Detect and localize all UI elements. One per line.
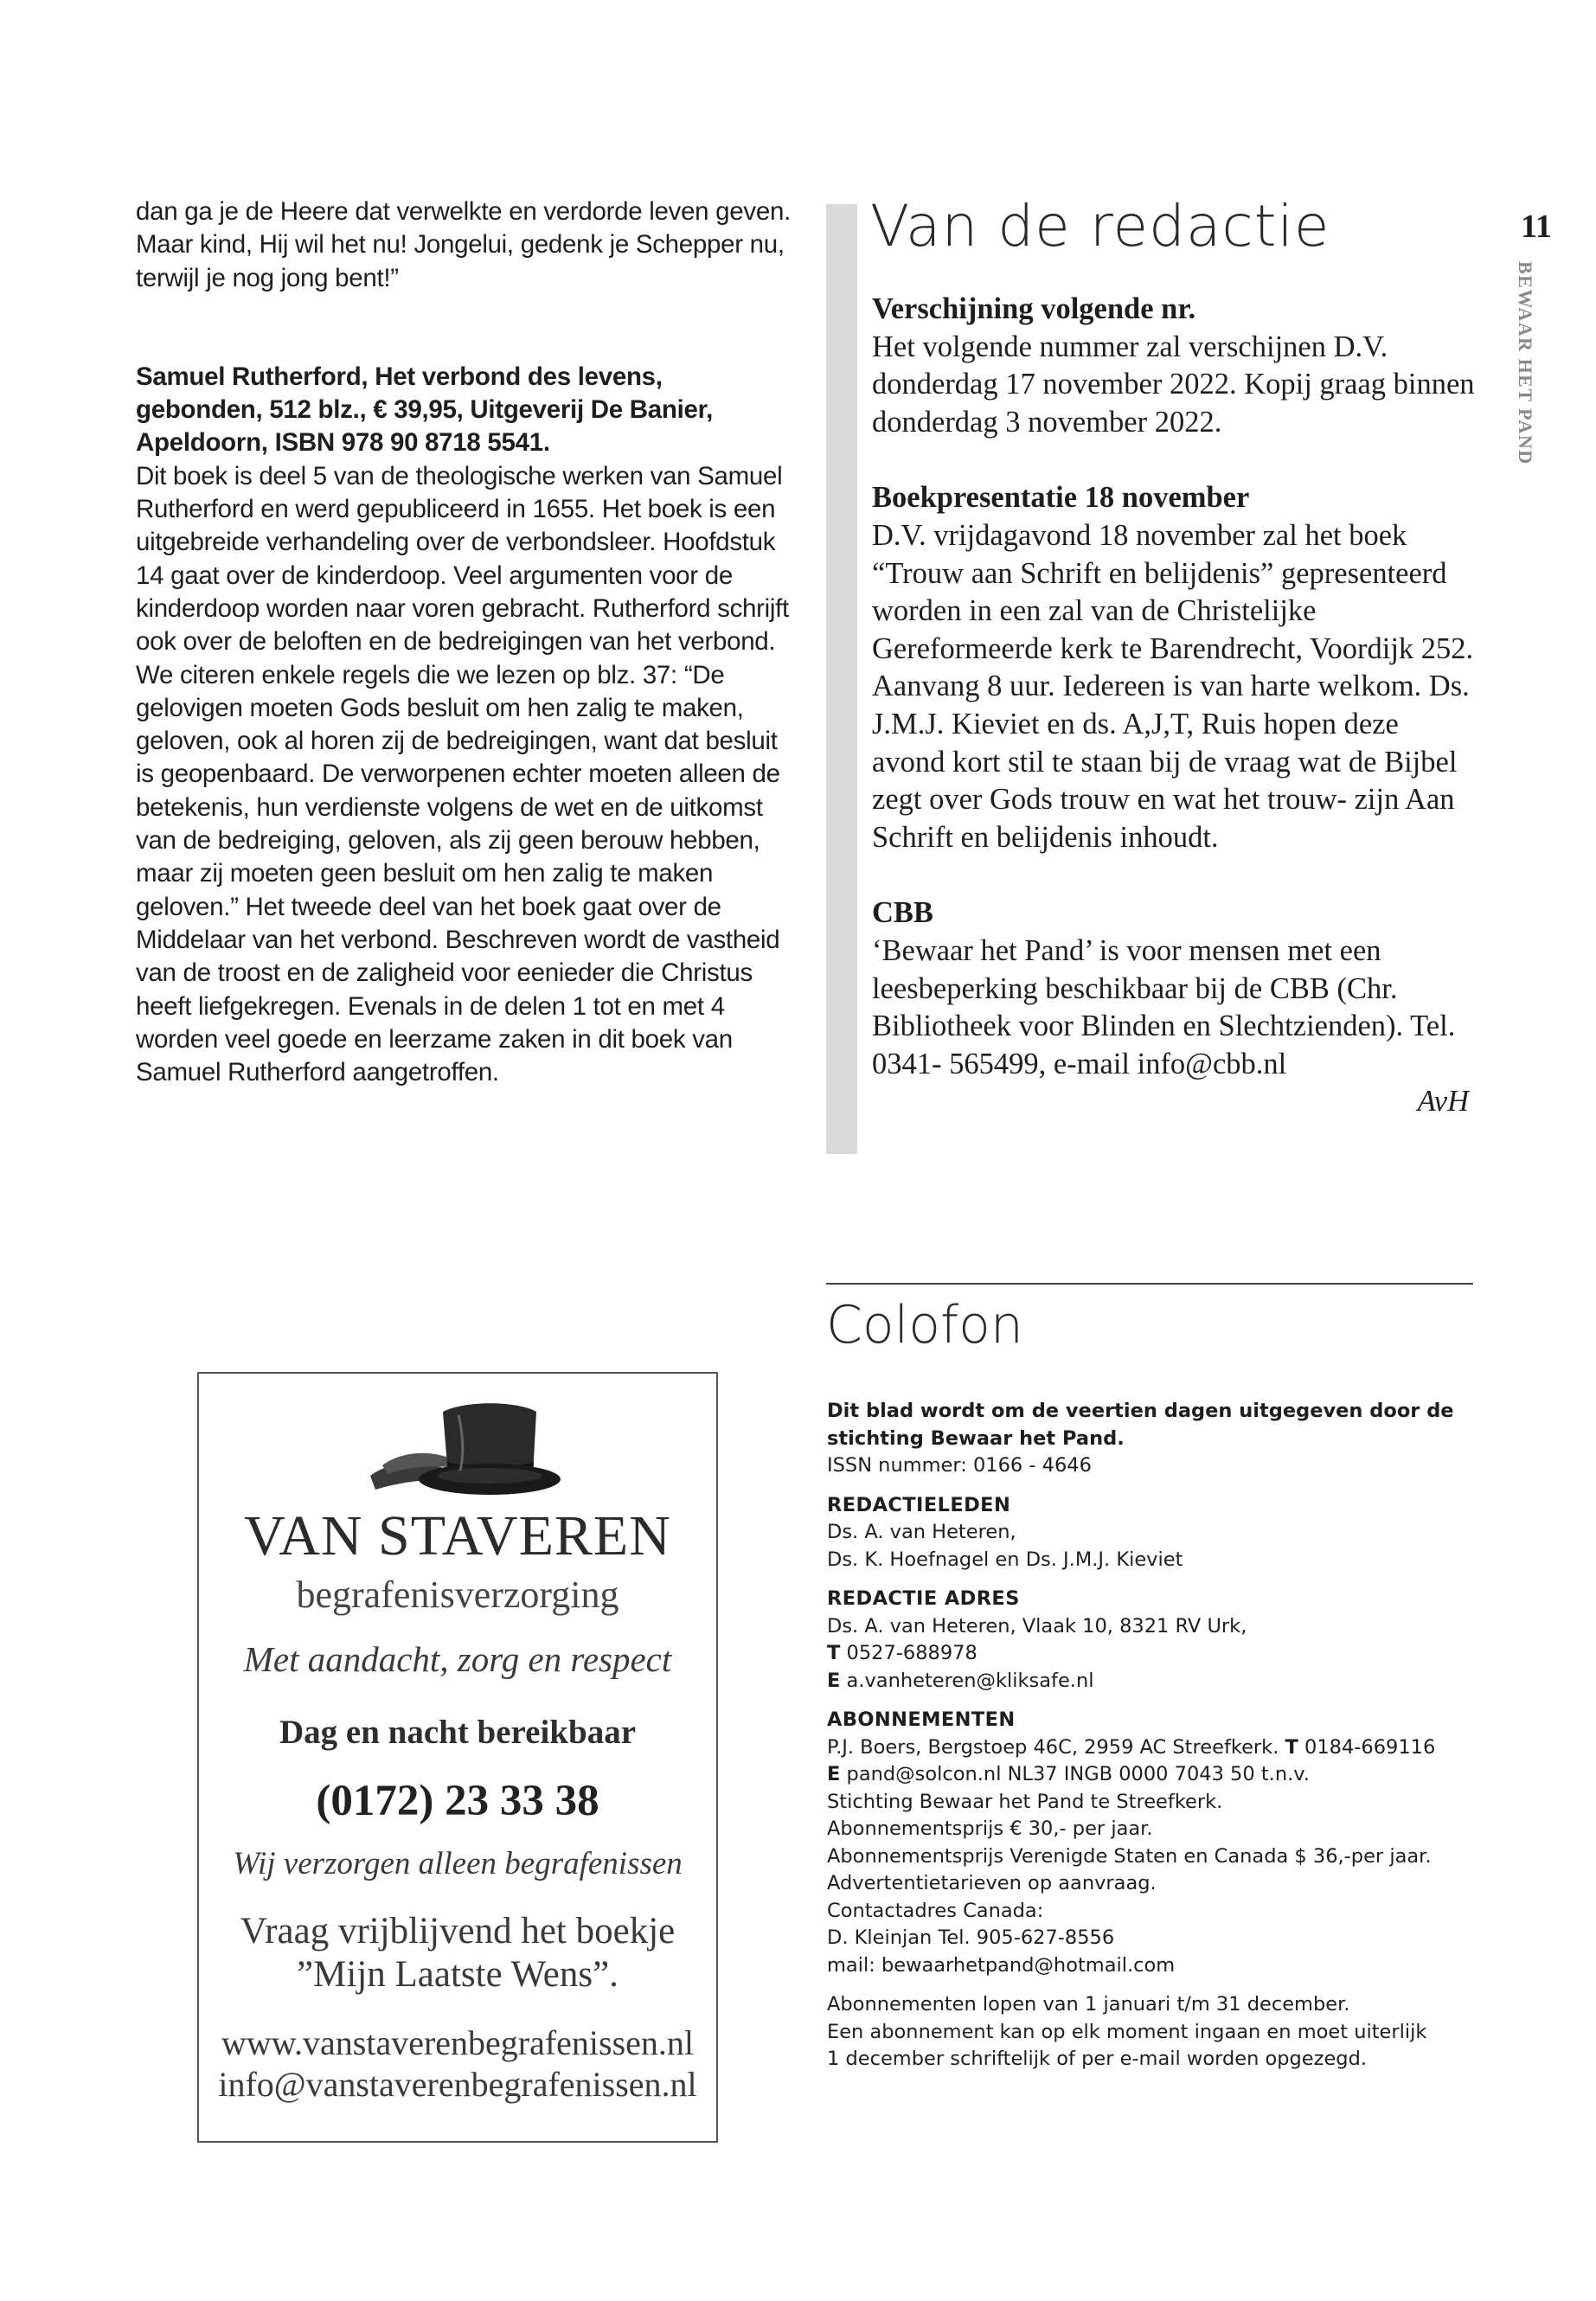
section-body-verschijning: Het volgende nummer zal verschijnen D.V. donderdag 17 november 2022. Kopij graag binnen donderdag 3 november 2022. [872, 330, 1475, 439]
editor-signature: AvH [1417, 1085, 1469, 1118]
ad-website: www.vanstaverenbegrafenissen.nl [221, 2023, 695, 2062]
email-label: E [827, 1669, 841, 1692]
redactie-body [872, 291, 1477, 1121]
redactie-title: Van de redactie [870, 193, 1330, 260]
intro-paragraph: dan ga je de Heere dat verwelkte en verdorde leven geven. Maar kind, Hij wil het nu! Jongelui, gedenk je Schepper nu, terwijl je nog jong bent!” [136, 197, 791, 292]
redactie-adres-heading: REDACTIE ADRES [827, 1587, 1020, 1610]
book-title: Samuel Rutherford, Het verbond des levens, gebonden, 512 blz., € 39,95, Uitgeverij De Banier, Apeldoorn, ISBN 978 90 8718 5541. [136, 362, 714, 458]
abonnementen-line: Abonnementsprijs € 30,- per jaar. [827, 1817, 1153, 1840]
abonnementen-line: D. Kleinjan Tel. 905-627-8556 [827, 1926, 1115, 1949]
colofon-body [827, 1398, 1484, 2073]
phone-value: 0527-688978 [846, 1642, 977, 1664]
phone-label: T [827, 1642, 841, 1664]
ad-booklet-title: ”Mijn Laatste Wens”. [297, 1954, 619, 1995]
section-heading-verschijning: Verschijning volgende nr. [872, 292, 1196, 325]
email-value: a.vanheteren@kliksafe.nl [846, 1669, 1094, 1692]
colofon-intro: Dit blad wordt om de veertien dagen uitgegeven door de stichting Bewaar het Pand. [827, 1400, 1454, 1450]
redactieleden-line: Ds. A. van Heteren, [827, 1521, 1016, 1543]
ad-booklet-line: Vraag vrijblijvend het boekje [240, 1911, 676, 1952]
redactie-phone [827, 1640, 1484, 1668]
abonnementen-line: mail: bewaarhetpand@hotmail.com [827, 1953, 1176, 1977]
funeral-advertisement [197, 1372, 718, 2143]
book-review-paragraph: Dit boek is deel 5 van de theologische werken van Samuel Rutherford en werd gepubliceerd in 1655. Het boek is een uitgebreide verhandeling over de verbondsleer. Hoofdstuk 14 gaat over de kinderdoop. Veel argumenten voor de kinderdoop worden naar voren gebracht. Rutherford schrijft ook over de beloften en de bedreigingen van het verbond. We citeren enkele regels die we lezen op blz. 37: “De gelovigen moeten Gods besluit om hen zalig te maken, geloven, ook al horen zij de bedreigingen, want dat besluit is geopenbaard. De verworpenen echter moeten alleen de betekenis, hun verdienste volgens de wet en de uitkomst van de bedreiging, geloven, als zij geen berouw hebben, maar zij moeten geen besluit om hen zalig te maken geloven.” Het tweede deel van het boek gaat over de Middelaar van het verbond. Beschreven wordt de vastheid van de troost en de zaligheid voor eenieder die Christus heeft liefgekregen. Evenals in de delen 1 tot en met 4 worden veel goede en leerzame zaken in dit boek van Samuel Rutherford aangetroffen. [136, 461, 789, 1087]
colofon-footer-line: Abonnementen lopen van 1 januari t/m 31 december. [827, 1993, 1350, 2016]
abonnementen-line: P.J. Boers, Bergstoep 46C, 2959 AC Streefkerk. T 0184-669116 [827, 1735, 1436, 1759]
ad-tagline: Wij verzorgen alleen begrafenissen [233, 1846, 683, 1881]
book-review-column [136, 195, 793, 1089]
colofon-footer-line: Een abonnement kan op elk moment ingaan en moet uiterlijk [827, 2020, 1427, 2043]
section-heading-cbb: CBB [872, 896, 933, 930]
abonnementen-line: Stichting Bewaar het Pand te Streefkerk. [827, 1790, 1223, 1813]
page-number: 11 [1521, 208, 1552, 245]
abonnementen-line: E pand@solcon.nl NL37 INGB 0000 7043 50 t.n.v. [827, 1763, 1310, 1785]
ad-slogan: Met aandacht, zorg en respect [243, 1639, 672, 1679]
ad-phone: (0172) 23 33 38 [316, 1777, 599, 1825]
redactie-email [827, 1668, 1484, 1695]
ad-subtitle: begrafenisverzorging [296, 1574, 619, 1616]
abonnementen-line: Abonnementsprijs Verenigde Staten en Canada $ 36,-per jaar. [827, 1844, 1432, 1868]
ad-availability: Dag en nacht bereikbaar [279, 1714, 637, 1751]
redactie-side-bar [826, 204, 857, 1154]
ad-company-name: VAN STAVEREN [244, 1504, 671, 1567]
abonnementen-heading: ABONNEMENTEN [827, 1708, 1016, 1731]
colofon-title: Colofon [826, 1295, 1023, 1356]
redactieleden-line: Ds. K. Hoefnagel en Ds. J.M.J. Kieviet [827, 1548, 1183, 1571]
running-head: BEWAAR HET PAND [1515, 261, 1536, 465]
colofon-footer-line: 1 december schriftelijk of per e-mail worden opgezegd. [827, 2048, 1368, 2070]
colofon-divider [826, 1283, 1473, 1285]
section-body-boekpresentatie: D.V. vrijdagavond 18 november zal het boek “Trouw aan Schrift en belijdenis” gepresenteerd worden in een zal van de Christelijke Gereformeerde kerk te Barendrecht, Voordijk 252. Aanvang 8 uur. Iedereen is van harte welkom. Ds. J.M.J. Kieviet en ds. A,J,T, Ruis hopen deze avond kort stil te staan bij de vraag wat de Bijbel zegt over Gods trouw en wat het trouw- zijn Aan Schrift en belijdenis inhoudt. [872, 518, 1474, 854]
section-body-cbb: ‘Bewaar het Pand’ is voor mensen met een leesbeperking beschikbaar bij de CBB (Chr. Bibliotheek voor Blinden en Slechtzienden). Tel. 0341- 565499, e-mail info@cbb.nl [872, 933, 1456, 1080]
abonnementen-line: Advertentietarieven op aanvraag. [827, 1872, 1157, 1894]
redactieleden-heading: REDACTIELEDEN [827, 1493, 1011, 1516]
section-heading-boekpresentatie: Boekpresentatie 18 november [872, 481, 1250, 515]
redactie-adres-line: Ds. A. van Heteren, Vlaak 10, 8321 RV Urk, [827, 1614, 1247, 1638]
issn: ISSN nummer: 0166 - 4646 [827, 1454, 1092, 1477]
top-hat-icon [363, 1393, 562, 1505]
abonnementen-line: Contactadres Canada: [827, 1899, 1044, 1922]
ad-email: info@vanstaverenbegrafenissen.nl [218, 2065, 697, 2104]
